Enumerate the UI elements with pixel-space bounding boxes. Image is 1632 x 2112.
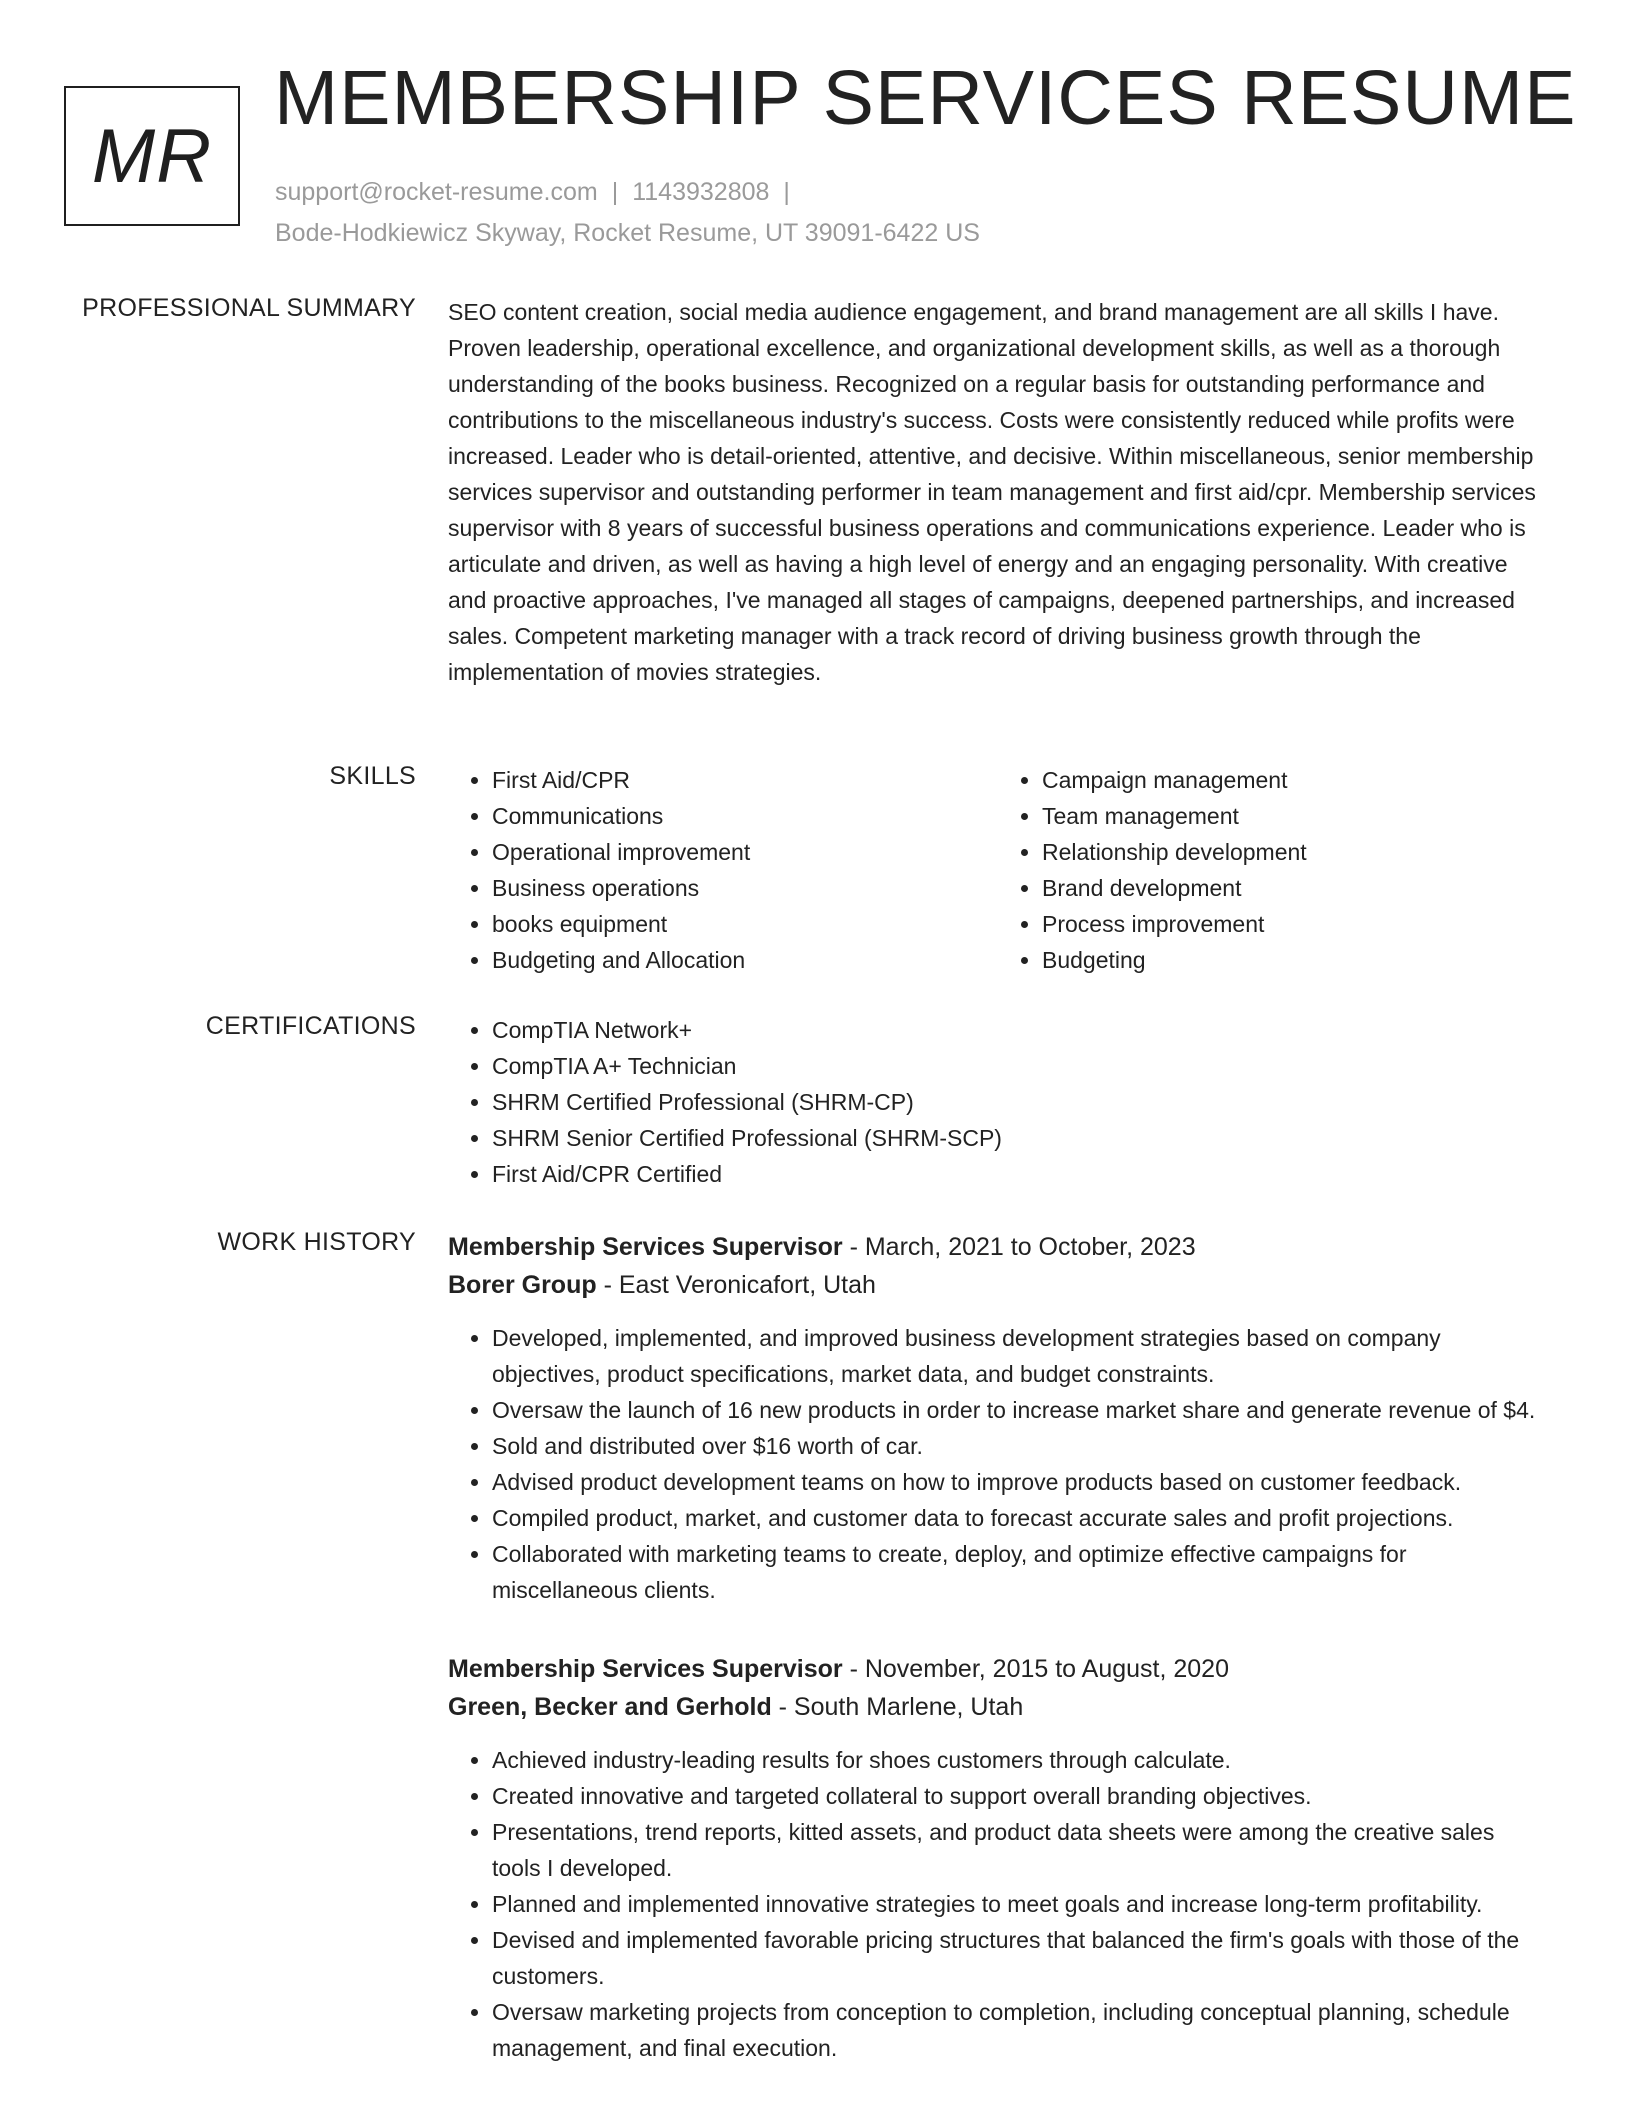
job-bullet: • Sold and distributed over $16 worth of car.: [492, 1428, 1548, 1464]
job-dates: - November, 2015 to August, 2020: [842, 1655, 1229, 1683]
job-title-line: [448, 1228, 1548, 1266]
work-history-heading: WORK HISTORY: [217, 1228, 416, 1256]
job-location: - East Veronicafort, Utah: [596, 1271, 876, 1299]
job-company: Green, Becker and Gerhold: [448, 1693, 772, 1721]
job-bullet: • Created innovative and targeted collateral to support overall branding objectives.: [492, 1778, 1548, 1814]
job-bullets: [448, 1742, 1548, 2066]
contact-email: support@rocket-resume.com: [275, 178, 598, 206]
skill-item: • Business operations: [492, 870, 998, 906]
job-bullet: • Developed, implemented, and improved business development strategies based on company objectives, product specifications, market data, and budget constraints.: [492, 1320, 1548, 1392]
skill-item: • Operational improvement: [492, 834, 998, 870]
job-bullet: • Presentations, trend reports, kitted assets, and product data sheets were among the creative sales tools I developed.: [492, 1814, 1548, 1886]
resume-title: MEMBERSHIP SERVICES RESUME: [274, 55, 1577, 141]
certification-item: • CompTIA Network+: [492, 1012, 1548, 1048]
job-bullet: • Oversaw the launch of 16 new products in order to increase market share and generate revenue of $4.: [492, 1392, 1548, 1428]
skill-item: • Brand development: [1042, 870, 1548, 906]
certification-item: • SHRM Certified Professional (SHRM-CP): [492, 1084, 1548, 1120]
contact-info: [275, 172, 980, 254]
job-title-line: [448, 1650, 1548, 1688]
certifications-list: [448, 1012, 1548, 1192]
summary-text: SEO content creation, social media audience engagement, and brand management are all skills I have. Proven leadership, operational excellence, and organizational development skills, as well as a thorough understanding of the books business. Recognized on a regular basis for outstanding performance and contributions to the miscellaneous industry's success. Costs were consistently reduced while profits were increased. Leader who is detail-oriented, attentive, and decisive. Within miscellaneous, senior membership services supervisor and outstanding performer in team management and first aid/cpr. Membership services supervisor with 8 years of successful business operations and communications experience. Leader who is articulate and driven, as well as having a high level of energy and an engaging personality. With creative and proactive approaches, I've managed all stages of campaigns, deepened partnerships, and increased sales. Competent marketing manager with a track record of driving business growth through the implementation of movies strategies.: [448, 299, 1536, 685]
summary-heading: PROFESSIONAL SUMMARY: [82, 294, 416, 322]
skill-item: • Budgeting and Allocation: [492, 942, 998, 978]
job-bullets: [448, 1320, 1548, 1608]
job-company-line: [448, 1688, 1548, 1726]
job-company: Borer Group: [448, 1271, 597, 1299]
certifications-heading: CERTIFICATIONS: [205, 1012, 416, 1040]
skills-list-right: [998, 762, 1548, 978]
jobs-list: [448, 1228, 1548, 2108]
contact-phone: 1143932808: [632, 178, 770, 206]
job-bullet: • Compiled product, market, and customer data to forecast accurate sales and profit projections.: [492, 1500, 1548, 1536]
job-title: Membership Services Supervisor: [448, 1233, 843, 1261]
skills-list-left: [448, 762, 998, 978]
skill-item: • books equipment: [492, 906, 998, 942]
job-entry: [448, 1228, 1548, 1608]
skill-item: • Campaign management: [1042, 762, 1548, 798]
job-entry: [448, 1650, 1548, 2066]
job-bullet: • Planned and implemented innovative strategies to meet goals and increase long-term profitability.: [492, 1886, 1548, 1922]
job-dates: - March, 2021 to October, 2023: [842, 1233, 1196, 1261]
skill-item: • Relationship development: [1042, 834, 1548, 870]
job-location: - South Marlene, Utah: [771, 1693, 1024, 1721]
contact-separator: |: [611, 178, 619, 206]
job-bullet: • Oversaw marketing projects from conception to completion, including conceptual planning, schedule management, and final execution.: [492, 1994, 1548, 2066]
skill-item: • Team management: [1042, 798, 1548, 834]
skill-item: • Process improvement: [1042, 906, 1548, 942]
job-bullet: • Advised product development teams on how to improve products based on customer feedback.: [492, 1464, 1548, 1500]
monogram-text: MR: [91, 113, 213, 199]
contact-separator: |: [783, 178, 790, 206]
job-bullet: • Achieved industry-leading results for shoes customers through calculate.: [492, 1742, 1548, 1778]
skills-heading: SKILLS: [329, 762, 416, 790]
job-bullet: • Devised and implemented favorable pricing structures that balanced the firm's goals with those of the customers.: [492, 1922, 1548, 1994]
contact-address: Bode-Hodkiewicz Skyway, Rocket Resume, UT 39091-6422 US: [275, 219, 980, 247]
job-title: Membership Services Supervisor: [448, 1655, 843, 1683]
certification-item: • First Aid/CPR Certified: [492, 1156, 1548, 1192]
certification-item: • SHRM Senior Certified Professional (SHRM-SCP): [492, 1120, 1548, 1156]
skill-item: • Budgeting: [1042, 942, 1548, 978]
job-bullet: • Collaborated with marketing teams to create, deploy, and optimize effective campaigns for miscellaneous clients.: [492, 1536, 1548, 1608]
certification-item: • CompTIA A+ Technician: [492, 1048, 1548, 1084]
skill-item: • Communications: [492, 798, 998, 834]
monogram-badge: [64, 86, 240, 226]
job-company-line: [448, 1266, 1548, 1304]
skill-item: • First Aid/CPR: [492, 762, 998, 798]
